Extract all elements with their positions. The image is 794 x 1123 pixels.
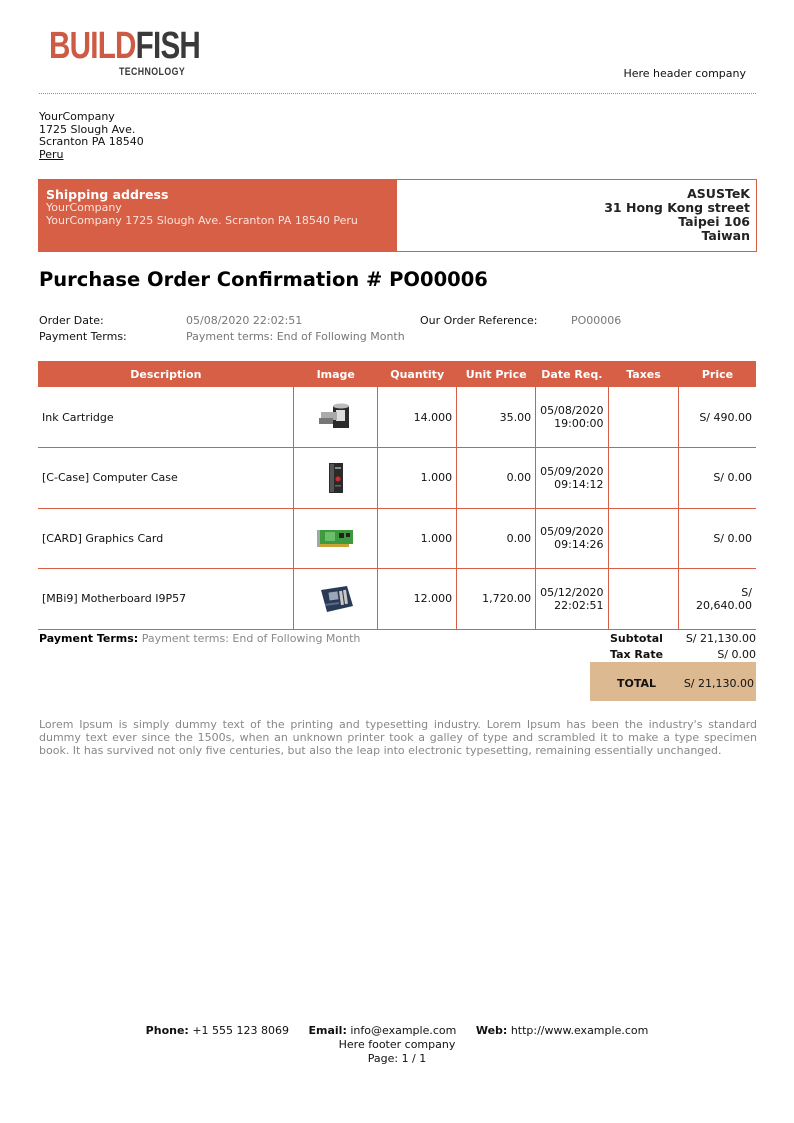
- line-time: 19:00:00: [554, 417, 604, 430]
- footer-contact: [0, 1024, 794, 1038]
- payment-terms-label: Payment Terms:: [39, 330, 127, 343]
- line-price: [679, 448, 756, 509]
- logo-fish-text: FISH: [135, 25, 201, 67]
- col-unit-price: Unit Price: [457, 361, 536, 387]
- total-label: TOTAL: [617, 677, 657, 690]
- line-price: [679, 508, 756, 569]
- subtotal-row: [590, 632, 756, 648]
- tax-value: S/ 0.00: [717, 648, 756, 661]
- line-time: 09:14:26: [554, 538, 604, 552]
- line-quantity: 1.000: [378, 508, 457, 569]
- line-date: 05/09/2020: [540, 525, 604, 539]
- shipping-address: [39, 180, 397, 251]
- company-address: [39, 111, 144, 161]
- tax-label: Tax Rate: [610, 648, 664, 661]
- line-date-req: [536, 448, 608, 509]
- phone-value: +1 555 123 8069: [192, 1024, 290, 1037]
- line-taxes: [608, 448, 679, 509]
- line-description: Ink Cartridge: [38, 387, 294, 448]
- line-quantity: 14.000: [378, 387, 457, 448]
- line-unit-price: 0.00: [457, 448, 536, 509]
- col-image: Image: [294, 361, 378, 387]
- address-box: [38, 179, 757, 252]
- company-name: YourCompany: [39, 110, 115, 123]
- line-quantity: 12.000: [378, 569, 457, 630]
- shipping-name: YourCompany: [46, 201, 122, 214]
- subtotal-label: Subtotal: [610, 632, 663, 645]
- line-date-req: [536, 569, 608, 630]
- document-title: Purchase Order Confirmation # PO00006: [39, 268, 488, 291]
- line-image: [294, 387, 378, 448]
- line-price-a: S/ 490.00: [699, 410, 752, 424]
- line-image: [294, 569, 378, 630]
- line-description: [MBi9] Motherboard I9P57: [38, 569, 294, 630]
- table-row: [38, 448, 756, 509]
- line-unit-price: 35.00: [457, 387, 536, 448]
- line-time: 09:14:12: [554, 477, 604, 491]
- order-date-label: Order Date:: [39, 314, 104, 327]
- logo-subtitle: TECHNOLOGY: [119, 66, 186, 78]
- table-header-row: [38, 361, 756, 387]
- line-price: [679, 387, 756, 448]
- page-header: [39, 24, 756, 94]
- order-reference-value: PO00006: [571, 314, 622, 327]
- vendor-country: Taiwan: [701, 228, 750, 243]
- order-lines-table: [38, 361, 756, 630]
- table-row: [38, 508, 756, 569]
- col-taxes: Taxes: [608, 361, 679, 387]
- line-unit-price: 1,720.00: [457, 569, 536, 630]
- line-unit-price: 0.00: [457, 508, 536, 569]
- logo-build-text: BUILD: [49, 25, 136, 67]
- line-quantity: 1.000: [378, 448, 457, 509]
- payment-terms-summary: [39, 632, 360, 645]
- line-price: [679, 569, 756, 630]
- graphics-card-icon: [317, 521, 355, 555]
- vendor-name: ASUSTeK: [687, 186, 750, 201]
- vendor-address: [604, 187, 750, 243]
- order-reference-label: Our Order Reference:: [420, 314, 538, 327]
- page-footer: [0, 1024, 794, 1066]
- line-image: [294, 448, 378, 509]
- col-description: Description: [38, 361, 294, 387]
- ink-cartridge-icon: [317, 400, 355, 434]
- web-label: Web:: [475, 1024, 508, 1037]
- line-date: 05/12/2020: [540, 585, 604, 599]
- line-image: [294, 508, 378, 569]
- footer-company-text: Here footer company: [338, 1038, 456, 1051]
- header-company-text: Here header company: [623, 67, 746, 80]
- company-city: Scranton PA 18540: [39, 135, 144, 148]
- line-price-a: S/ 0.00: [713, 531, 752, 545]
- company-logo: [49, 24, 201, 82]
- phone-label: Phone:: [145, 1024, 189, 1037]
- page-number: Page: 1 / 1: [367, 1052, 427, 1065]
- order-date-value: 05/08/2020 22:02:51: [186, 314, 303, 327]
- line-taxes: [608, 569, 679, 630]
- company-street: 1725 Slough Ave.: [39, 122, 136, 136]
- totals-block: [590, 632, 756, 664]
- line-time: 22:02:51: [554, 598, 604, 612]
- shipping-line: YourCompany 1725 Slough Ave. Scranton PA 18540 Peru: [46, 213, 358, 227]
- table-row: [38, 569, 756, 630]
- logo-wordmark: [49, 24, 200, 68]
- payment-terms-summary-value: Payment terms: End of Following Month: [141, 632, 361, 645]
- shipping-title: Shipping address: [46, 187, 169, 202]
- line-date-req: [536, 387, 608, 448]
- line-date: 05/08/2020: [540, 404, 604, 417]
- vendor-street: 31 Hong Kong street: [604, 200, 750, 215]
- line-taxes: [608, 387, 679, 448]
- col-price: Price: [679, 361, 756, 387]
- col-date-req: Date Req.: [536, 361, 608, 387]
- line-date: 05/09/2020: [540, 464, 604, 478]
- line-description: [C-Case] Computer Case: [38, 448, 294, 509]
- line-price-b: 20,640.00: [696, 598, 752, 612]
- col-quantity: Quantity: [378, 361, 457, 387]
- notes-text: Lorem Ipsum is simply dummy text of the printing and typesetting industry. Lorem Ipsum has been the industry's standard dummy text ever since the 1500s, when an unknown printer took a galley of type and scrambled it to make a type specimen book. It has survived not only five centuries, but also the leap into electronic typesetting, remaining essentially unchanged.: [39, 718, 757, 757]
- grand-total: [590, 662, 756, 701]
- motherboard-icon: [317, 582, 355, 616]
- subtotal-value: S/ 21,130.00: [685, 632, 756, 645]
- payment-terms-value: Payment terms: End of Following Month: [186, 330, 405, 343]
- table-row: [38, 387, 756, 448]
- company-country: Peru: [39, 147, 64, 161]
- line-description: [CARD] Graphics Card: [38, 508, 294, 569]
- payment-terms-summary-label: Payment Terms:: [39, 632, 139, 645]
- line-price-a: S/: [741, 585, 752, 599]
- total-value: S/ 21,130.00: [683, 677, 754, 690]
- computer-case-icon: [317, 461, 355, 495]
- email-label: Email:: [308, 1024, 347, 1037]
- web-value[interactable]: http://www.example.com: [510, 1024, 649, 1037]
- line-taxes: [608, 508, 679, 569]
- line-price-a: S/ 0.00: [713, 471, 752, 485]
- line-date-req: [536, 508, 608, 569]
- vendor-city: Taipei 106: [678, 214, 750, 229]
- email-value[interactable]: info@example.com: [350, 1024, 457, 1037]
